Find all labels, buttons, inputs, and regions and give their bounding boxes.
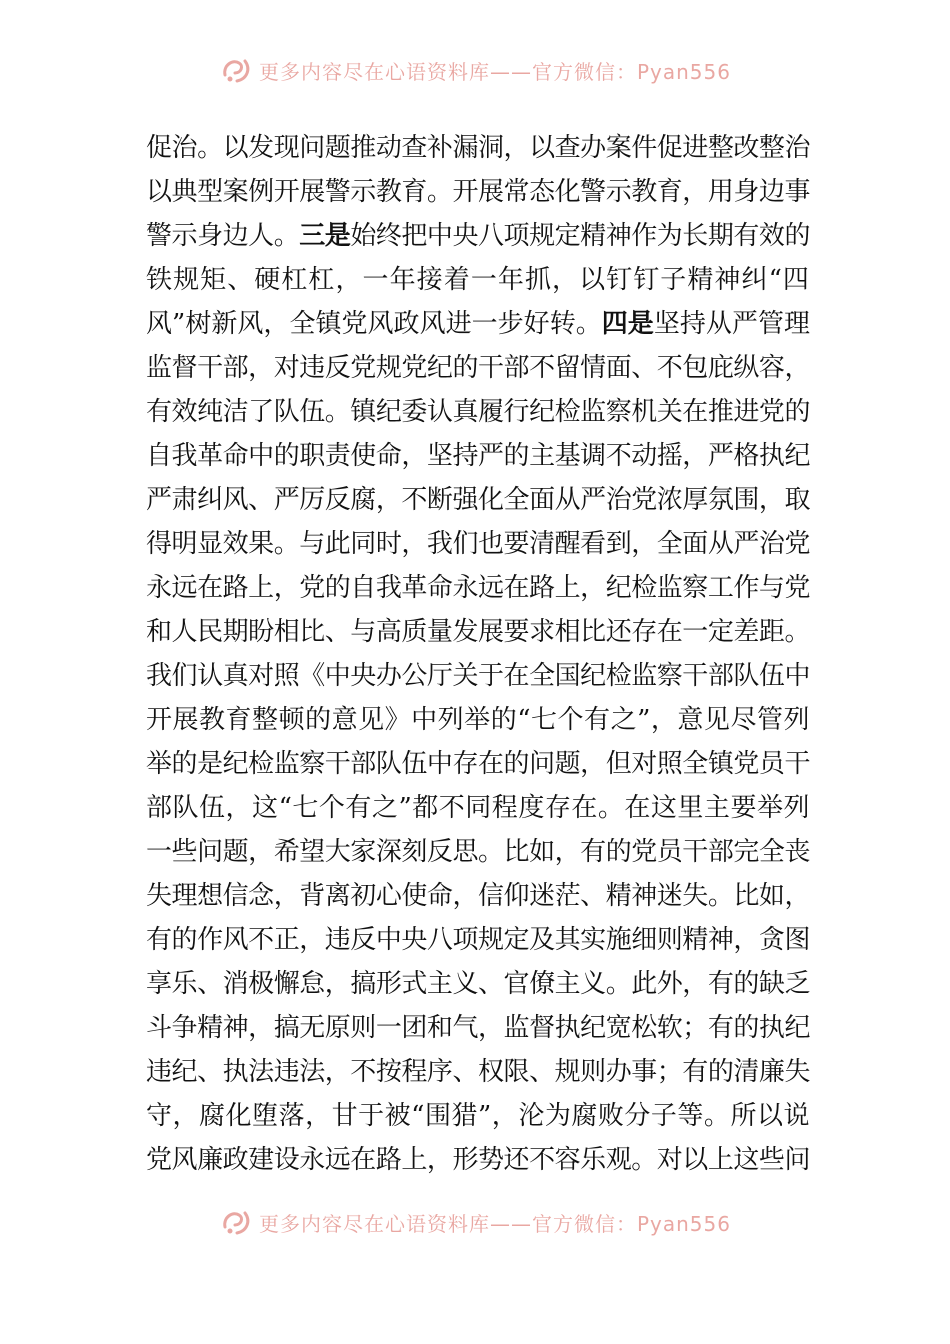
bold-keyword: 三是: [299, 221, 351, 251]
text-line: [146, 566, 810, 610]
text-segment: 有效纯洁了队伍。镇纪委认真履行纪检监察机关在推进党的: [146, 397, 810, 427]
text-line: [146, 1006, 810, 1050]
text-line: [146, 874, 810, 918]
text-segment: 一些问题，希望大家深刻反思。比如，有的党员干部完全丧: [146, 837, 810, 867]
text-segment: 部队伍，这“七个有之”都不同程度存在。在这里主要举列: [146, 793, 810, 823]
text-line: [146, 654, 810, 698]
text-segment: 始终把中央八项规定精神作为长期有效的: [350, 221, 810, 251]
logo-icon: [219, 55, 253, 85]
text-line: [146, 170, 810, 214]
text-line: [146, 522, 810, 566]
text-line: [146, 126, 810, 170]
text-segment: 警示身边人。: [146, 221, 300, 251]
text-segment: 得明显效果。与此同时，我们也要清醒看到，全面从严治党: [146, 529, 810, 559]
text-segment: 享乐、消极懈怠，搞形式主义、官僚主义。此外，有的缺乏: [146, 969, 810, 999]
text-line: [146, 830, 810, 874]
text-segment: 违纪、执法违法，不按程序、权限、规则办事；有的清廉失: [146, 1057, 810, 1087]
text-segment: 坚持从严管理: [653, 309, 811, 339]
text-line: [146, 1094, 810, 1138]
text-segment: 风”树新风，全镇党风政风进一步好转。: [146, 309, 602, 339]
text-line: [146, 258, 810, 302]
text-line: [146, 610, 810, 654]
text-segment: 我们认真对照《中央办公厅关于在全国纪检监察干部队伍中: [146, 661, 810, 691]
text-line: [146, 478, 810, 522]
text-segment: 开展教育整顿的意见》中列举的“七个有之”，意见尽管列: [146, 705, 810, 735]
text-line: [146, 1138, 810, 1182]
text-segment: 守，腐化堕落，甘于被“围猎”，沦为腐败分子等。所以说: [146, 1101, 810, 1131]
text-line: [146, 346, 810, 390]
text-segment: 以典型案例开展警示教育。开展常态化警示教育，用身边事: [146, 177, 810, 207]
text-line: [146, 918, 810, 962]
text-segment: 举的是纪检监察干部队伍中存在的问题，但对照全镇党员干: [146, 749, 810, 779]
watermark-text: 更多内容尽在心语资料库——官方微信：Pyan556: [258, 1211, 731, 1236]
text-line: [146, 434, 810, 478]
text-segment: 促治。以发现问题推动查补漏洞，以查办案件促进整改整治: [146, 133, 810, 163]
text-line: [146, 742, 810, 786]
text-segment: 失理想信念，背离初心使命，信仰迷茫、精神迷失。比如，: [146, 881, 810, 911]
watermark-text: 更多内容尽在心语资料库——官方微信：Pyan556: [258, 59, 731, 84]
text-segment: 永远在路上，党的自我革命永远在路上，纪检监察工作与党: [146, 573, 810, 603]
watermark-header: [0, 50, 950, 90]
text-line: [146, 962, 810, 1006]
watermark-footer: [0, 1202, 950, 1242]
text-segment: 党风廉政建设永远在路上，形势还不容乐观。对以上这些问: [146, 1145, 810, 1175]
text-line: [146, 786, 810, 830]
text-segment: 严肃纠风、严厉反腐，不断强化全面从严治党浓厚氛围，取: [146, 485, 810, 515]
text-line: [146, 302, 810, 346]
text-line: [146, 214, 810, 258]
text-segment: 有的作风不正，违反中央八项规定及其实施细则精神，贪图: [146, 925, 810, 955]
text-line: [146, 698, 810, 742]
text-segment: 自我革命中的职责使命，坚持严的主基调不动摇，严格执纪: [146, 441, 810, 471]
text-line: [146, 1050, 810, 1094]
bold-keyword: 四是: [601, 309, 654, 339]
logo-icon: [219, 1207, 253, 1237]
text-segment: 监督干部，对违反党规党纪的干部不留情面、不包庇纵容，: [146, 353, 810, 383]
text-segment: 铁规矩、硬杠杠，一年接着一年抓，以钉钉子精神纠“四: [146, 265, 810, 295]
document-body: [146, 126, 810, 1182]
text-segment: 和人民期盼相比、与高质量发展要求相比还存在一定差距。: [146, 617, 810, 647]
text-segment: 斗争精神，搞无原则一团和气，监督执纪宽松软；有的执纪: [146, 1013, 810, 1043]
text-line: [146, 390, 810, 434]
